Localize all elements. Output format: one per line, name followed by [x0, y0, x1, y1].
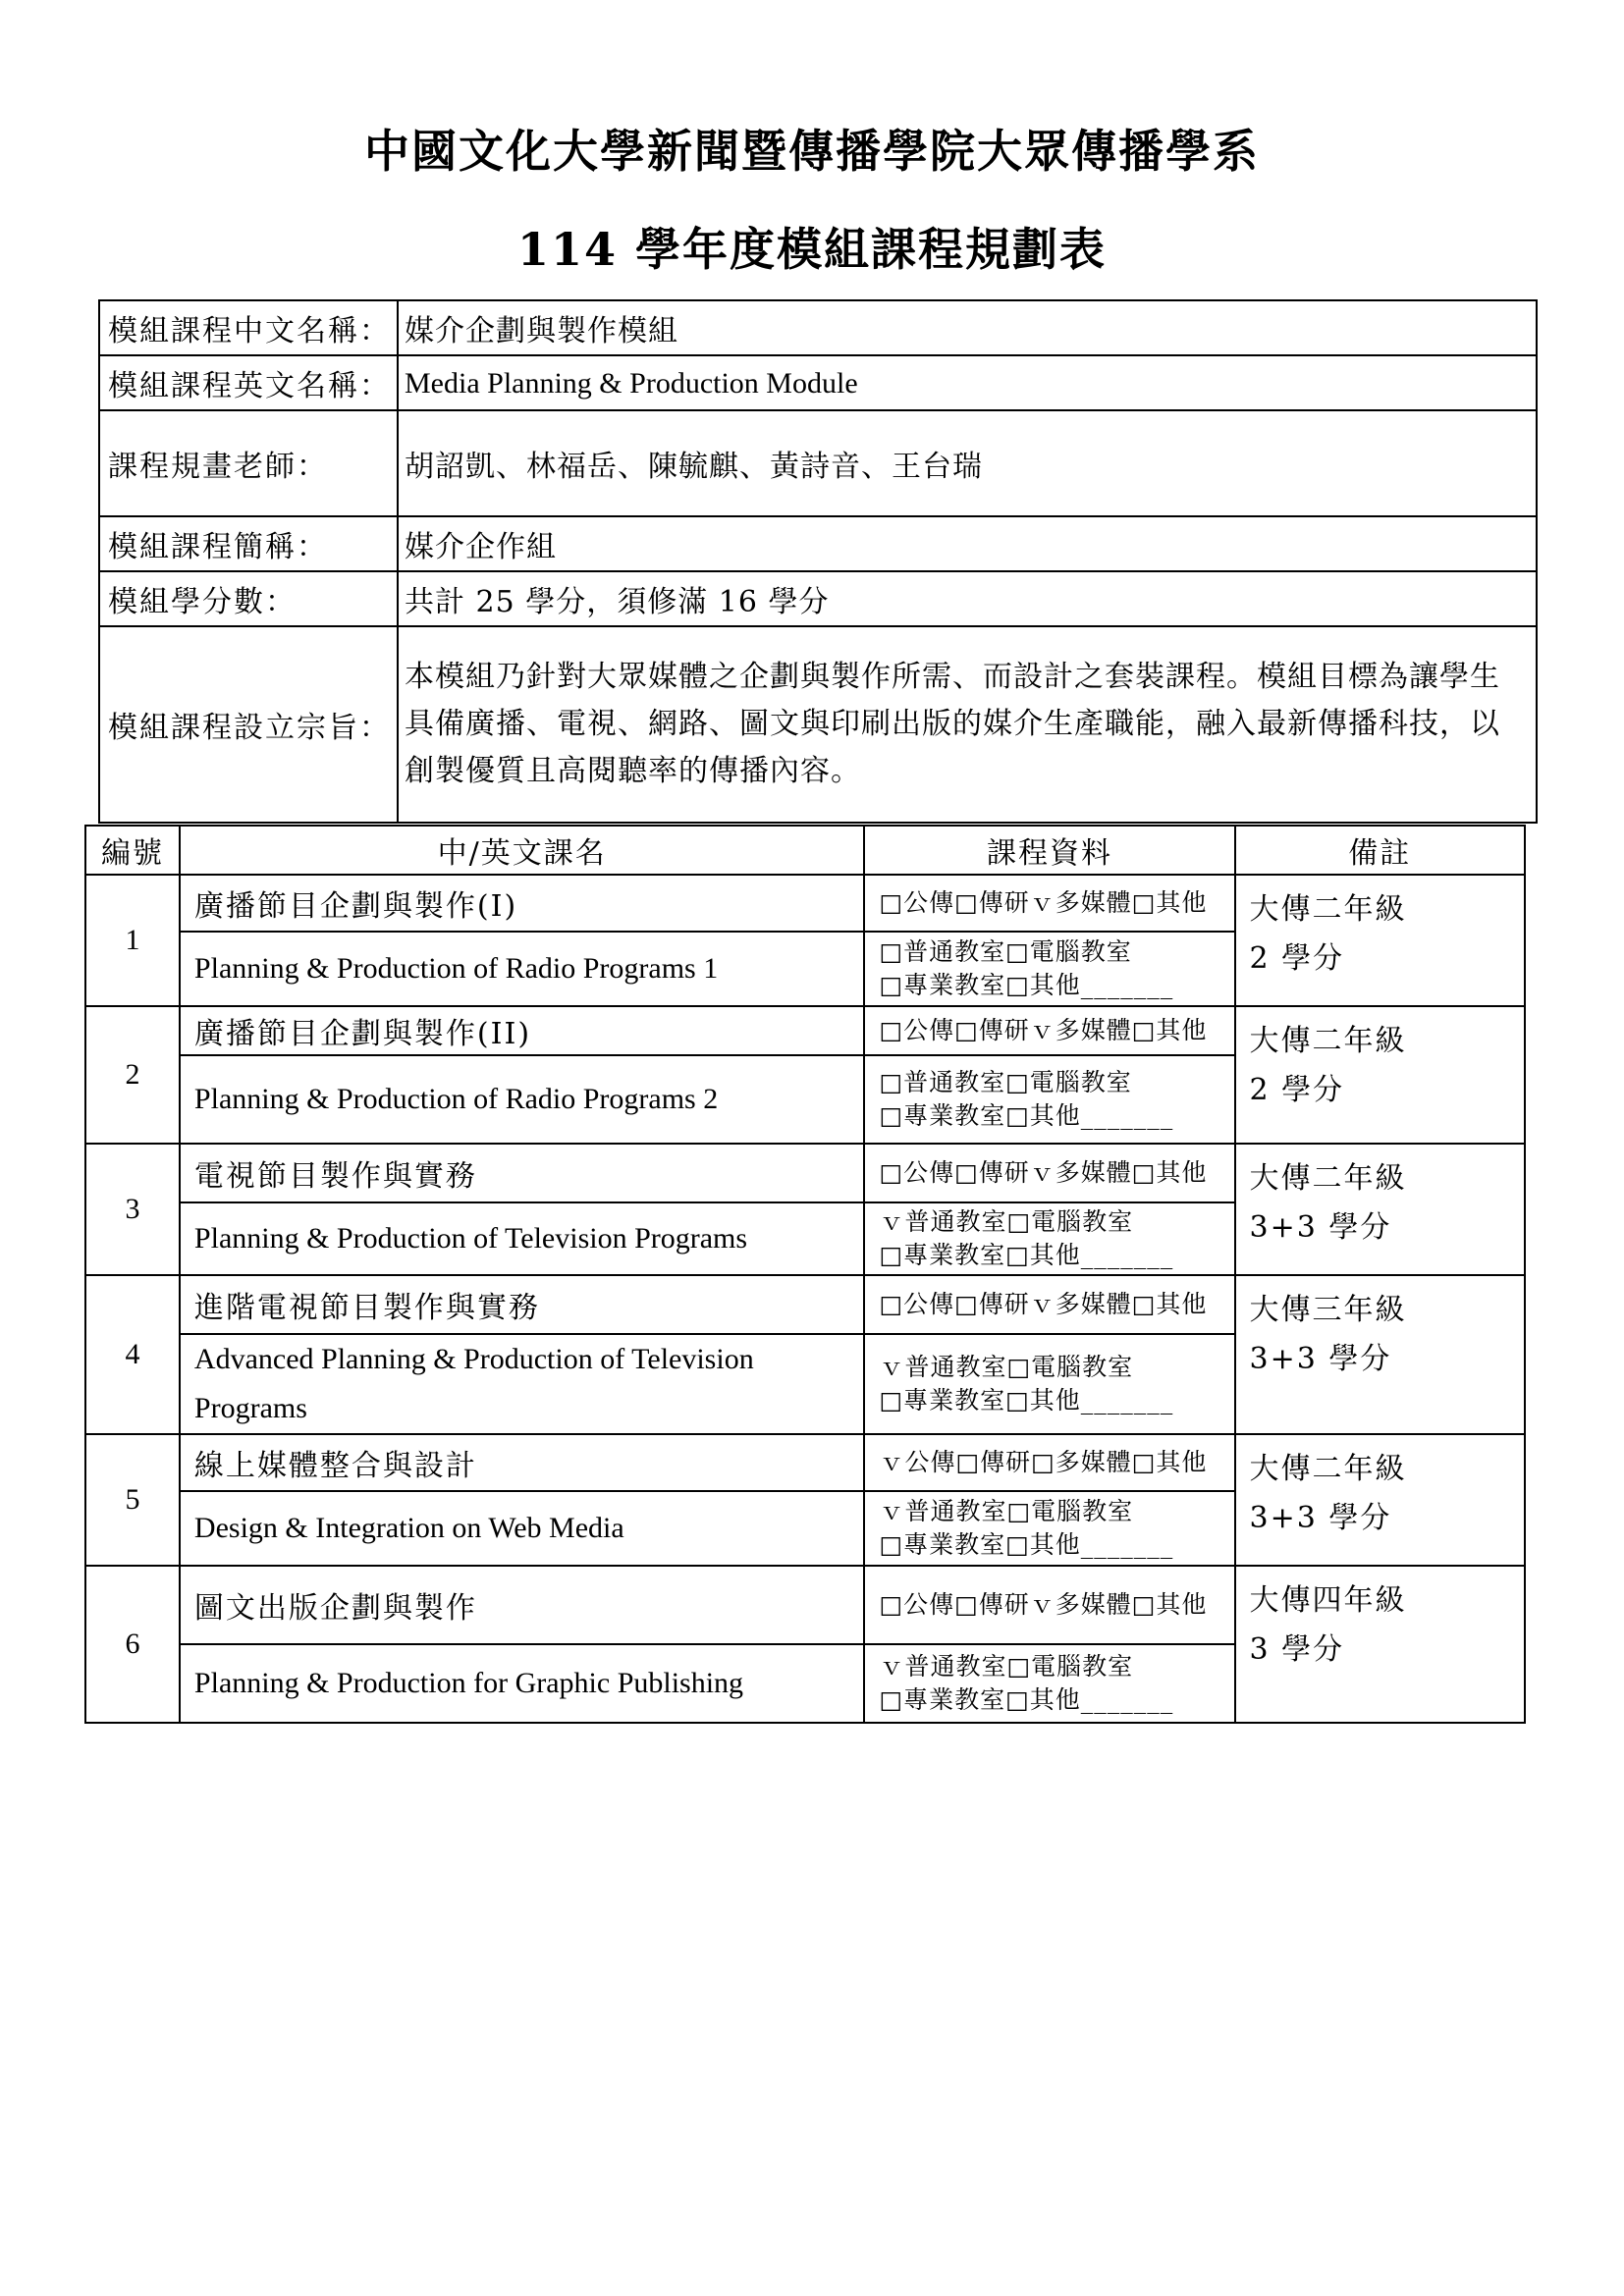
course-name-zh: 線上媒體整合與設計 — [180, 1434, 865, 1491]
short-name-label: 模組課程簡稱： — [99, 516, 398, 571]
course-note — [1235, 1566, 1525, 1723]
course-name-en: Planning & Production of Television Programs — [180, 1202, 865, 1275]
course-grade: 大傳三年級 — [1249, 1293, 1407, 1327]
course-number: 5 — [85, 1434, 180, 1566]
course-row — [85, 1566, 1525, 1644]
document-title: 中國文化大學新聞暨傳播學院大眾傳播學系 — [364, 125, 1260, 178]
course-number: 1 — [85, 875, 180, 1006]
course-note — [1235, 1434, 1525, 1566]
course-name-zh: 廣播節目企劃與製作(II) — [180, 1006, 865, 1055]
course-credit: 3+3 學分 — [1249, 1210, 1392, 1245]
course-number: 2 — [85, 1006, 180, 1144]
course-department: □公傳□傳研ｖ多媒體□其他 — [864, 875, 1234, 932]
course-classroom — [864, 1491, 1234, 1566]
classroom-line-2: □專業教室□其他_______ — [879, 1241, 1174, 1269]
en-name-label: 模組課程英文名稱： — [99, 355, 398, 410]
course-classroom — [864, 1202, 1234, 1275]
course-grade: 大傳二年級 — [1249, 1024, 1407, 1058]
course-classroom — [864, 1055, 1234, 1144]
en-name-value — [398, 355, 1537, 410]
course-row — [85, 1434, 1525, 1491]
course-name-zh: 電視節目製作與實務 — [180, 1144, 865, 1202]
teachers-label: 課程規畫老師： — [99, 410, 398, 516]
course-note — [1235, 1144, 1525, 1275]
course-classroom — [864, 1334, 1234, 1434]
course-row — [85, 1275, 1525, 1334]
purpose-value: 本模組乃針對大眾媒體之企劃與製作所需、而設計之套裝課程。模組目標為讓學生具備廣播、電視、網路、圖文與印刷出版的媒介生產職能，融入最新傳播科技，以創製優質且高閱聽率的傳播內容。 — [398, 626, 1537, 823]
header-number: 編號 — [85, 826, 180, 875]
en-name-text: Media Planning & Production Module — [405, 366, 858, 400]
course-note — [1235, 1006, 1525, 1144]
credits-value: 共計 25 學分，須修滿 16 學分 — [398, 571, 1537, 626]
classroom-line-2: □專業教室□其他_______ — [879, 1101, 1174, 1130]
short-name-value: 媒介企作組 — [398, 516, 1537, 571]
course-name-en: Design & Integration on Web Media — [180, 1491, 865, 1566]
course-department: □公傳□傳研ｖ多媒體□其他 — [864, 1006, 1234, 1055]
header-course-name: 中/英文課名 — [180, 826, 865, 875]
document-subtitle: 114 學年度模組課程規劃表 — [516, 223, 1108, 276]
course-number: 6 — [85, 1566, 180, 1723]
course-credit: 2 學分 — [1249, 1073, 1345, 1107]
course-classroom — [864, 1644, 1234, 1723]
course-grade: 大傳二年級 — [1249, 1161, 1407, 1196]
course-name-zh: 進階電視節目製作與實務 — [180, 1275, 865, 1334]
course-number: 4 — [85, 1275, 180, 1434]
header-course-info: 課程資料 — [864, 826, 1234, 875]
classroom-line-1: ｖ普通教室□電腦教室 — [879, 1207, 1134, 1236]
zh-name-label: 模組課程中文名稱： — [99, 300, 398, 355]
zh-name-value: 媒介企劃與製作模組 — [398, 300, 1537, 355]
course-name-en: Planning & Production of Radio Programs 2 — [180, 1055, 865, 1144]
course-name-zh: 廣播節目企劃與製作(I) — [180, 875, 865, 932]
course-credit: 2 學分 — [1249, 941, 1345, 976]
course-classroom — [864, 932, 1234, 1006]
course-table-header — [85, 826, 1525, 875]
course-table — [84, 825, 1526, 1724]
course-department: □公傳□傳研ｖ多媒體□其他 — [864, 1144, 1234, 1202]
course-name-en: Planning & Production for Graphic Publishing — [180, 1644, 865, 1723]
classroom-line-1: ｖ普通教室□電腦教室 — [879, 1652, 1134, 1681]
classroom-line-1: ｖ普通教室□電腦教室 — [879, 1353, 1134, 1381]
course-department: ｖ公傳□傳研□多媒體□其他 — [864, 1434, 1234, 1491]
course-note — [1235, 875, 1525, 1006]
purpose-label: 模組課程設立宗旨： — [99, 626, 398, 823]
course-credit: 3+3 學分 — [1249, 1342, 1392, 1376]
course-credit: 3 學分 — [1249, 1632, 1345, 1667]
info-row-zh-name — [99, 300, 1537, 355]
course-department: □公傳□傳研ｖ多媒體□其他 — [864, 1275, 1234, 1334]
course-name-en: Advanced Planning & Production of Television Programs — [180, 1334, 865, 1434]
course-row — [85, 1006, 1525, 1055]
classroom-line-1: □普通教室□電腦教室 — [879, 1068, 1132, 1096]
course-note — [1235, 1275, 1525, 1434]
classroom-line-2: □專業教室□其他_______ — [879, 971, 1174, 999]
info-row-short-name — [99, 516, 1537, 571]
classroom-line-2: □專業教室□其他_______ — [879, 1386, 1174, 1415]
course-row — [85, 875, 1525, 932]
course-name-zh: 圖文出版企劃與製作 — [180, 1566, 865, 1644]
course-credit: 3+3 學分 — [1249, 1501, 1392, 1535]
info-row-teachers — [99, 410, 1537, 516]
course-number: 3 — [85, 1144, 180, 1275]
classroom-line-1: ｖ普通教室□電腦教室 — [879, 1497, 1134, 1525]
course-row — [85, 1144, 1525, 1202]
info-row-purpose — [99, 626, 1537, 823]
course-name-en: Planning & Production of Radio Programs 1 — [180, 932, 865, 1006]
teachers-value: 胡詔凱、林福岳、陳毓麒、黃詩音、王台瑞 — [398, 410, 1537, 516]
info-row-credits — [99, 571, 1537, 626]
header-notes: 備註 — [1235, 826, 1525, 875]
credits-label: 模組學分數： — [99, 571, 398, 626]
classroom-line-2: □專業教室□其他_______ — [879, 1685, 1174, 1714]
info-row-en-name — [99, 355, 1537, 410]
course-grade: 大傳二年級 — [1249, 1452, 1407, 1486]
course-grade: 大傳四年級 — [1249, 1583, 1407, 1618]
course-department: □公傳□傳研ｖ多媒體□其他 — [864, 1566, 1234, 1644]
classroom-line-1: □普通教室□電腦教室 — [879, 937, 1132, 966]
course-grade: 大傳二年級 — [1249, 892, 1407, 927]
classroom-line-2: □專業教室□其他_______ — [879, 1530, 1174, 1559]
module-info-table — [98, 299, 1538, 824]
